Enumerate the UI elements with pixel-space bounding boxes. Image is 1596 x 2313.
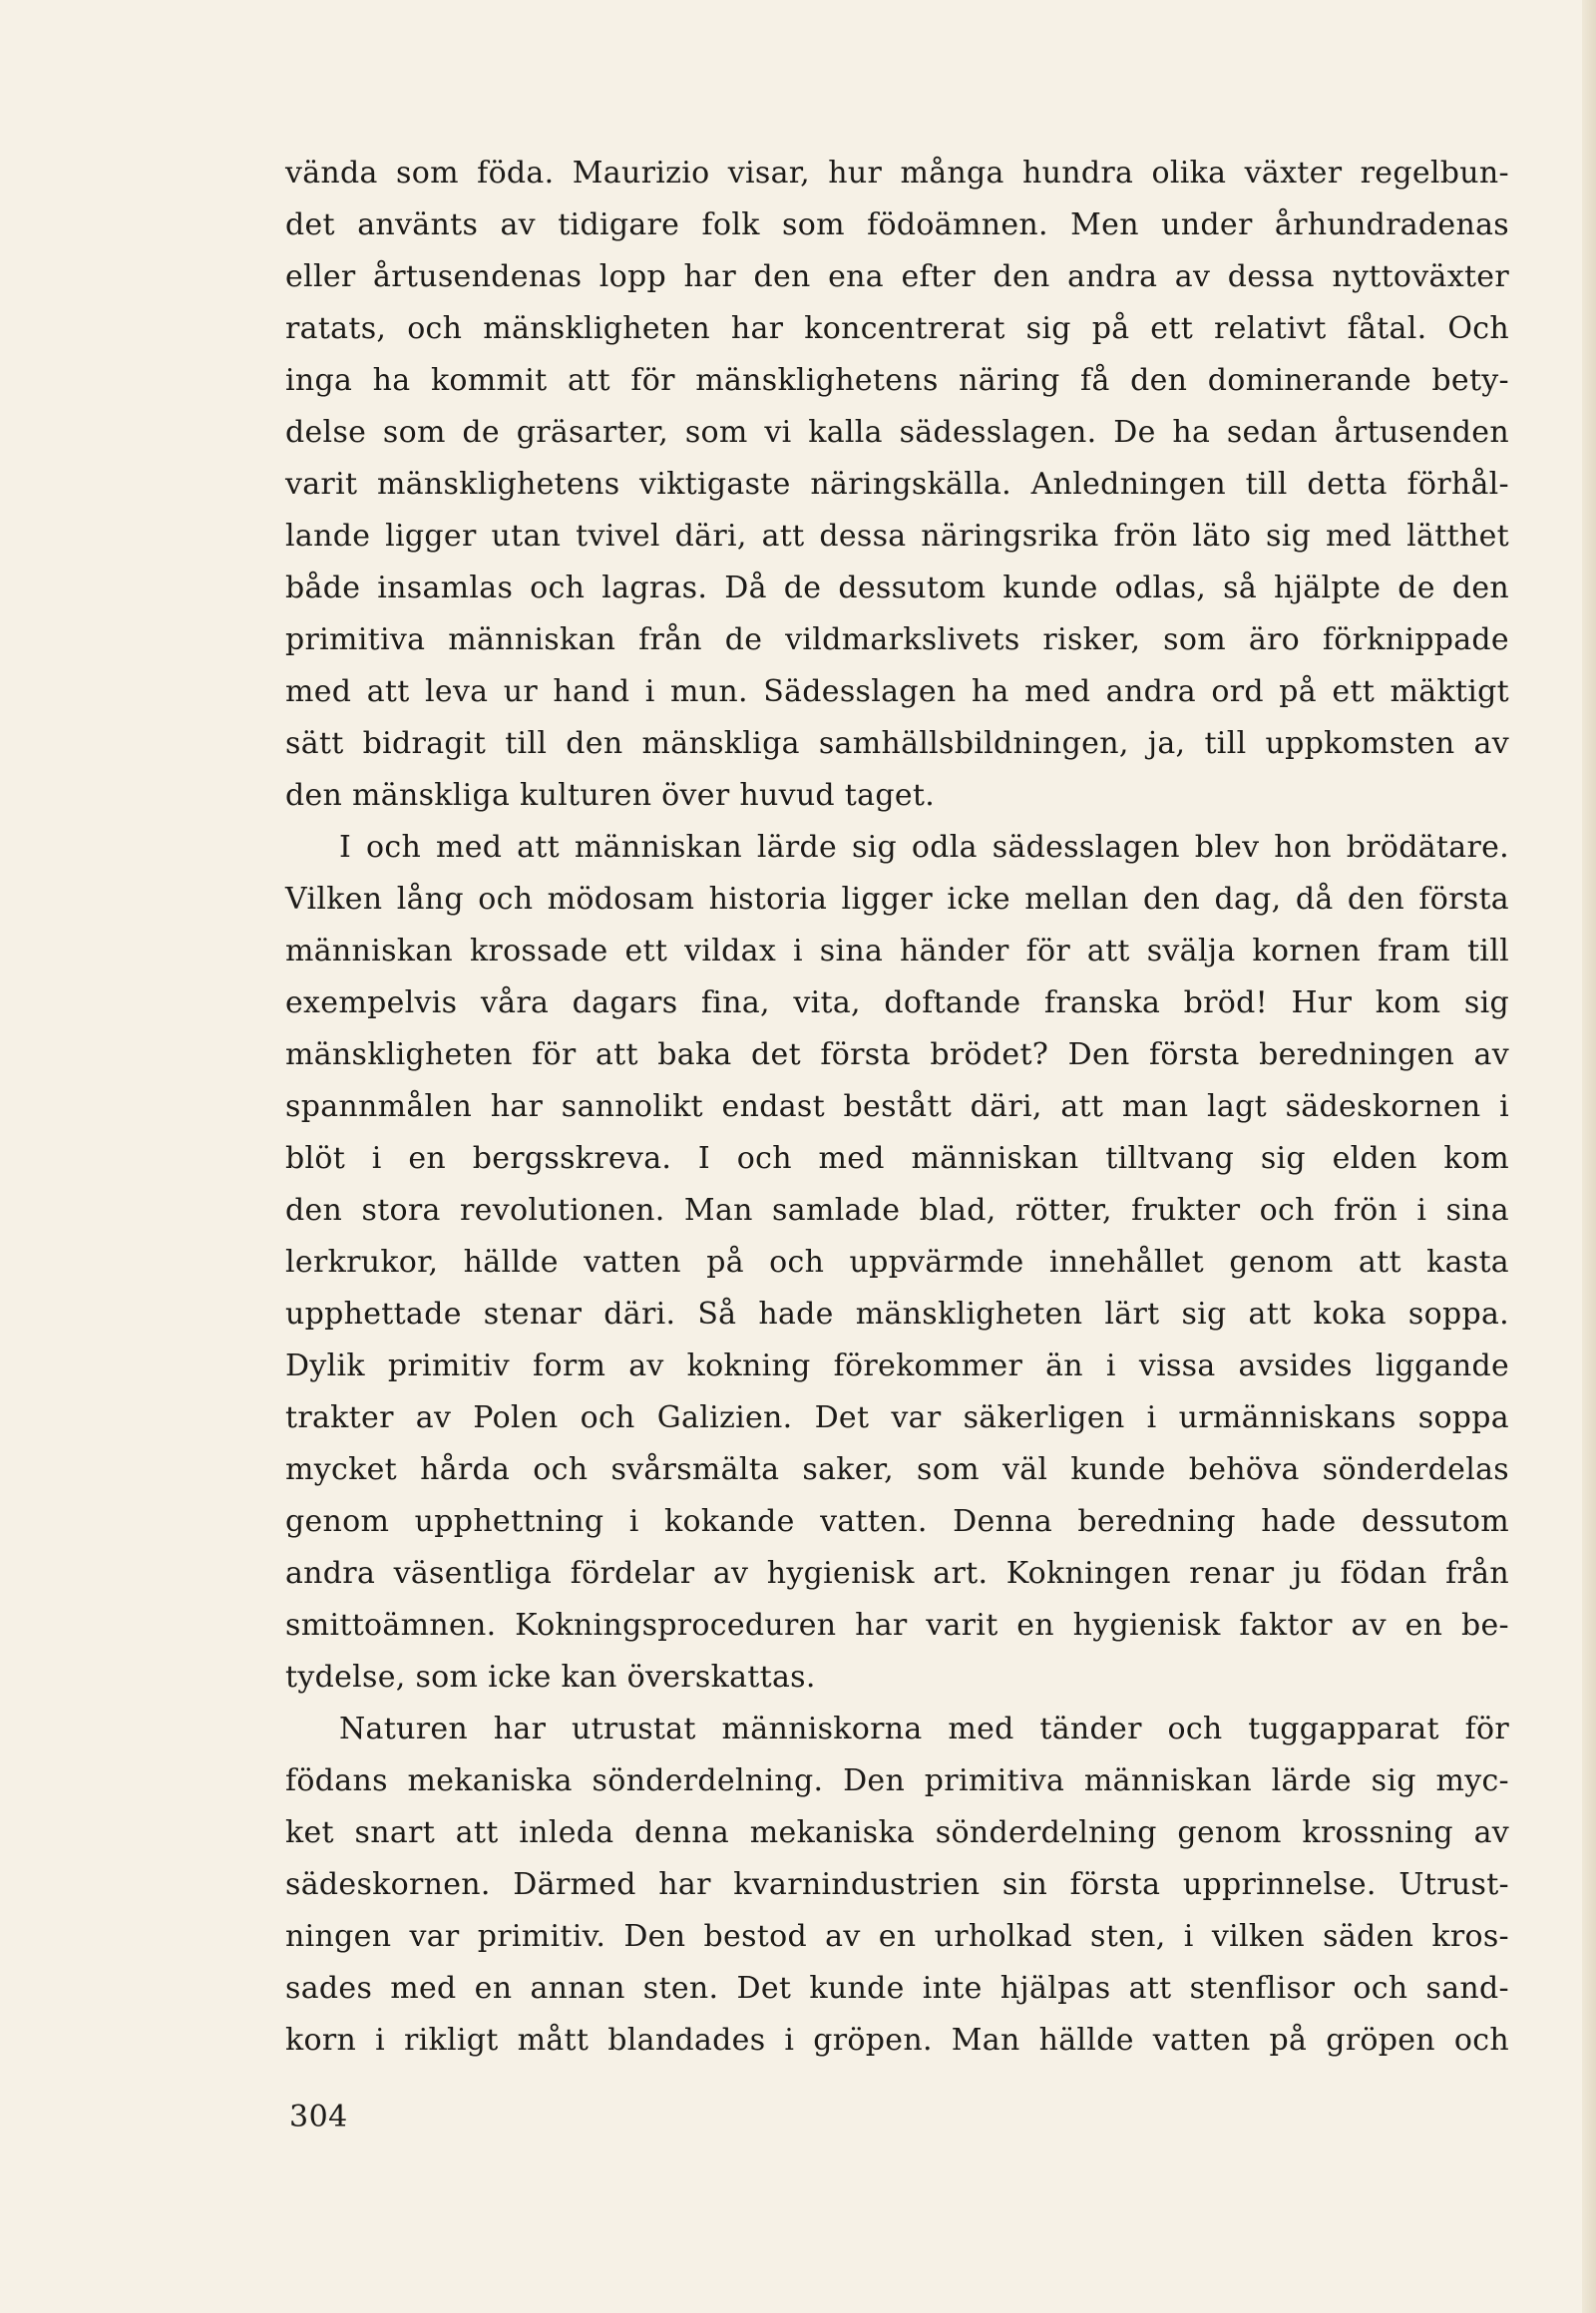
page-number: 304 (289, 2100, 348, 2134)
text-line: Naturen har utrustat människorna med tänder och tuggapparat för (339, 1712, 1509, 1746)
text-line: tydelse, som icke kan överskattas. (285, 1660, 816, 1695)
text-line: inga ha kommit att för mänsklighetens näring få den dominerande bety- (285, 363, 1509, 398)
text-line: spannmålen har sannolikt endast bestått däri, att man lagt sädeskornen i (285, 1089, 1509, 1124)
text-line: andra väsentliga fördelar av hygienisk art. Kokningen renar ju födan från (285, 1556, 1509, 1591)
page-edge (1582, 0, 1596, 2313)
text-line: trakter av Polen och Galizien. Det var säkerligen i urmänniskans soppa (285, 1400, 1509, 1435)
text-line: den stora revolutionen. Man samlade blad, rötter, frukter och frön i sina (285, 1193, 1509, 1228)
text-line: vända som föda. Maurizio visar, hur många hundra olika växter regelbun- (285, 156, 1509, 191)
text-line: den mänskliga kulturen över huvud taget. (285, 778, 936, 813)
text-line: exempelvis våra dagars fina, vita, doftande franska bröd! Hur kom sig (285, 985, 1509, 1020)
text-line: eller årtusendenas lopp har den ena efter den andra av dessa nyttoväxter (285, 259, 1509, 294)
text-line: födans mekaniska sönderdelning. Den primitiva människan lärde sig myc- (285, 1763, 1509, 1798)
text-line: korn i rikligt mått blandades i gröpen. Man hällde vatten på gröpen och (285, 2023, 1509, 2058)
text-line: med att leva ur hand i mun. Sädesslagen ha med andra ord på ett mäktigt (285, 674, 1509, 709)
text-line: ningen var primitiv. Den bestod av en urholkad sten, i vilken säden kros- (285, 1919, 1509, 1954)
text-line: primitiva människan från de vildmarkslivets risker, som äro förknippade (285, 622, 1509, 657)
text-line: genom upphettning i kokande vatten. Denna beredning hade dessutom (285, 1504, 1509, 1539)
body-text (285, 148, 1509, 2067)
text-line: sädeskornen. Därmed har kvarnindustrien sin första upprinnelse. Utrust- (285, 1867, 1509, 1902)
text-line: blöt i en bergsskreva. I och med människan tilltvang sig elden kom (285, 1141, 1509, 1176)
text-line: delse som de gräsarter, som vi kalla sädesslagen. De ha sedan årtusenden (285, 415, 1509, 450)
text-line: upphettade stenar däri. Så hade mänskligheten lärt sig att koka soppa. (285, 1297, 1509, 1332)
text-line: ket snart att inleda denna mekaniska sönderdelning genom krossning av (285, 1815, 1509, 1850)
text-line: varit mänsklighetens viktigaste näringskälla. Anledningen till detta förhål- (285, 467, 1509, 502)
text-line: lerkrukor, hällde vatten på och uppvärmde innehållet genom att kasta (285, 1245, 1509, 1280)
text-line: människan krossade ett vildax i sina händer för att svälja kornen fram till (285, 934, 1509, 968)
text-line: lande ligger utan tvivel däri, att dessa näringsrika frön läto sig med lätthet (285, 519, 1509, 554)
text-line: det använts av tidigare folk som födoämnen. Men under århundradenas (285, 207, 1509, 242)
text-line: Vilken lång och mödosam historia ligger icke mellan den dag, då den första (285, 882, 1509, 917)
text-line: Dylik primitiv form av kokning förekommer än i vissa avsides liggande (285, 1349, 1509, 1383)
text-line: mycket hårda och svårsmälta saker, som väl kunde behöva sönderdelas (285, 1452, 1509, 1487)
text-line: sätt bidragit till den mänskliga samhällsbildningen, ja, till uppkomsten av (285, 726, 1509, 761)
text-line: ratats, och mänskligheten har koncentrerat sig på ett relativt fåtal. Och (285, 311, 1509, 346)
text-line: I och med att människan lärde sig odla sädesslagen blev hon brödätare. (339, 830, 1509, 865)
text-line: smittoämnen. Kokningsproceduren har varit en hygienisk faktor av en be- (285, 1608, 1509, 1643)
text-line: mänskligheten för att baka det första brödet? Den första beredningen av (285, 1037, 1509, 1072)
text-line: sades med en annan sten. Det kunde inte hjälpas att stenflisor och sand- (285, 1971, 1509, 2006)
text-line: både insamlas och lagras. Då de dessutom kunde odlas, så hjälpte de den (285, 571, 1509, 605)
